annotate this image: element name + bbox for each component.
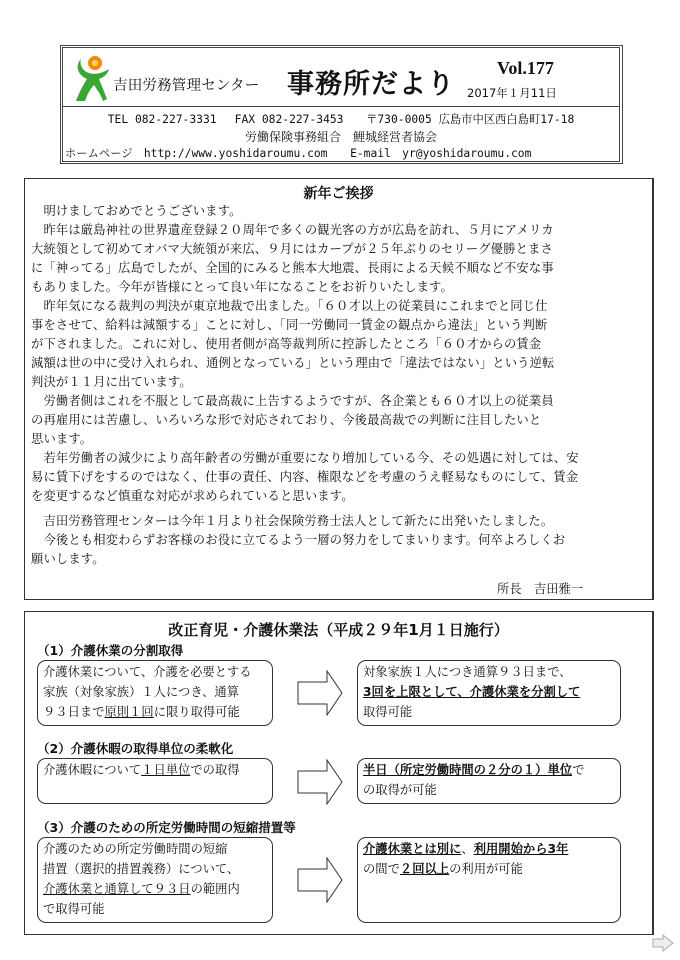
greeting-line: 明けましておめでとうございます。 [31, 204, 242, 218]
before-box [37, 758, 273, 804]
greeting-line: 思います。 [31, 432, 93, 446]
greeting-line: が下されました。これに対し、使用者側が高等裁判所に控訴したところ「６０才からの賃金 [31, 337, 542, 351]
newsletter-title: 事務所だより [287, 69, 455, 100]
text: ９３日まで [43, 705, 105, 719]
box-line: 対象家族１人につき通算９３日まで、 [363, 665, 572, 679]
greeting-line: 昨年気になる裁判の判決が東京地裁で出ました。「６０才以上の従業員にこれまでと同じ仕 [31, 299, 548, 313]
greeting-line: の再雇用には苦慮し、いろいろな形で対応されており、今後最高裁での判断に注目したいと [31, 413, 542, 427]
section-heading: （2）介護休暇の取得単位の柔軟化 [37, 741, 234, 756]
box-line: 措置（選択的措置義務）について、 [43, 862, 240, 876]
closing-line: 願いします。 [31, 552, 105, 566]
text: で [572, 763, 585, 777]
section-heading: （3）介護のための所定労働時間の短縮措置等 [37, 820, 296, 835]
org-name: 吉田労務管理センター [113, 78, 260, 94]
after-box [357, 837, 621, 923]
law-amendment-box [24, 611, 654, 935]
text: の利用が可能 [449, 862, 523, 876]
box-line [43, 702, 267, 722]
signature: 所長 吉田雅一 [497, 582, 584, 596]
box-line [363, 760, 615, 780]
underlined-text: 利用開始から3年 [473, 842, 569, 856]
text: 介護休暇について [43, 763, 142, 777]
issue-date: 2017年１月11日 [467, 86, 557, 100]
after-box [357, 660, 621, 726]
box-line: 介護休業について、介護を必要とする [43, 665, 252, 679]
underlined-text: 介護休業とは別に [363, 842, 462, 856]
box-line [43, 760, 267, 780]
law-title: 改正育児・介護休業法（平成２９年1月１日施行） [168, 621, 509, 639]
box-line [43, 879, 267, 899]
greeting-closing [31, 512, 649, 569]
right-arrow-icon [297, 670, 343, 716]
closing-line: 今後とも相変わらずお客様のお役に立てるよう一層の努力をしてまいります。何卒よろしくお [31, 533, 566, 547]
box-line [363, 839, 615, 859]
text: での取得 [190, 763, 240, 777]
box-line [363, 859, 615, 879]
text: 、 [461, 842, 474, 856]
greeting-line: 昨年は厳島神社の世界遺産登録２０周年で多くの観光客の方が広島を訪れ、５月にアメリカ [31, 223, 554, 237]
closing-line: 吉田労務管理センターは今年１月より社会保険労務士法人として新たに出発いたしました。 [31, 514, 554, 528]
after-box [357, 758, 621, 804]
right-arrow-icon [297, 759, 343, 805]
box-line: 介護のための所定労働時間の短縮 [43, 842, 228, 856]
before-box [37, 837, 273, 923]
greeting-line: 若年労働者の減少により高年齢者の労働が重要になり増加している今、その処遇に対しては、安 [31, 451, 579, 465]
before-box [37, 660, 273, 726]
newsletter-header [60, 45, 623, 164]
box-line: 取得可能 [363, 705, 413, 719]
right-arrow-icon [297, 857, 343, 903]
web-contact[interactable]: ホームページ http://www.yoshidaroumu.com E-mail yr@yoshidaroumu.com [65, 147, 532, 160]
greeting-line: もありました。今年が皆様にとって良い年になることをお祈りいたします。 [31, 280, 453, 294]
greeting-title: 新年ご挨拶 [303, 186, 374, 202]
box-line: で取得可能 [43, 902, 105, 916]
greeting-line: 易に賃下げをするのではなく、仕事の責任、内容、権限などを考慮のうえ軽易なものにして、賃金 [31, 470, 579, 484]
underlined-text: ２回以上 [399, 862, 450, 876]
underlined-text: １日単位 [141, 763, 191, 777]
text: の範囲内 [190, 882, 240, 896]
greeting-line: に「神ってる」広島でしたが、全国的にみると熊本大地震、長雨による天候不順など不安な事 [31, 261, 554, 275]
text: に限り取得可能 [153, 705, 240, 719]
underlined-text: 原則１回 [104, 705, 154, 719]
greeting-line: 事をさせて、給料は減額する」ことに対し、「同一労働同一賃金の観点から違法」という判断 [31, 318, 548, 332]
header-title-row [63, 48, 619, 107]
associations: 労働保険事務組合 鯉城経営者協会 [244, 130, 437, 144]
person-logo-icon [73, 51, 109, 103]
underlined-text: 半日（所定労働時間の２分の１）単位 [363, 763, 573, 777]
underlined-text: 3回を上限として、介護休業を分割して [363, 685, 581, 699]
greeting-body [31, 202, 649, 506]
contact-info: TEL 082-227-3331 FAX 082-227-3453 〒730-0005 広島市中区西白島町17-18 [107, 113, 575, 126]
greeting-line: 労働者側はこれを不服として最高裁に上告するようですが、各企業とも６０才以上の従業員 [31, 394, 554, 408]
greeting-line: 判決が１１月に出ています。 [31, 375, 192, 389]
greeting-line: を変更するなど慎重な対応が求められていると思います。 [31, 489, 354, 503]
greeting-line: 減額は世の中に受け入れられ、通例となっている」という理由で「違法ではない」という逆転 [31, 356, 555, 370]
text: の間で [363, 862, 400, 876]
box-line: 家族（対象家族）１人につき、通算 [43, 685, 240, 699]
underlined-text: 介護休業と通算して９３日 [43, 882, 191, 896]
next-page-arrow-icon[interactable] [652, 934, 674, 952]
greeting-line: 大統領として初めてオバマ大統領が来広、９月にはカープが２５年ぶりのセリーグ優勝とまさ [31, 242, 553, 256]
section-heading: （1）介護休業の分割取得 [37, 643, 184, 658]
volume-number: Vol.177 [497, 58, 554, 78]
new-year-greeting-box [24, 178, 654, 600]
box-line: の取得が可能 [363, 783, 437, 797]
